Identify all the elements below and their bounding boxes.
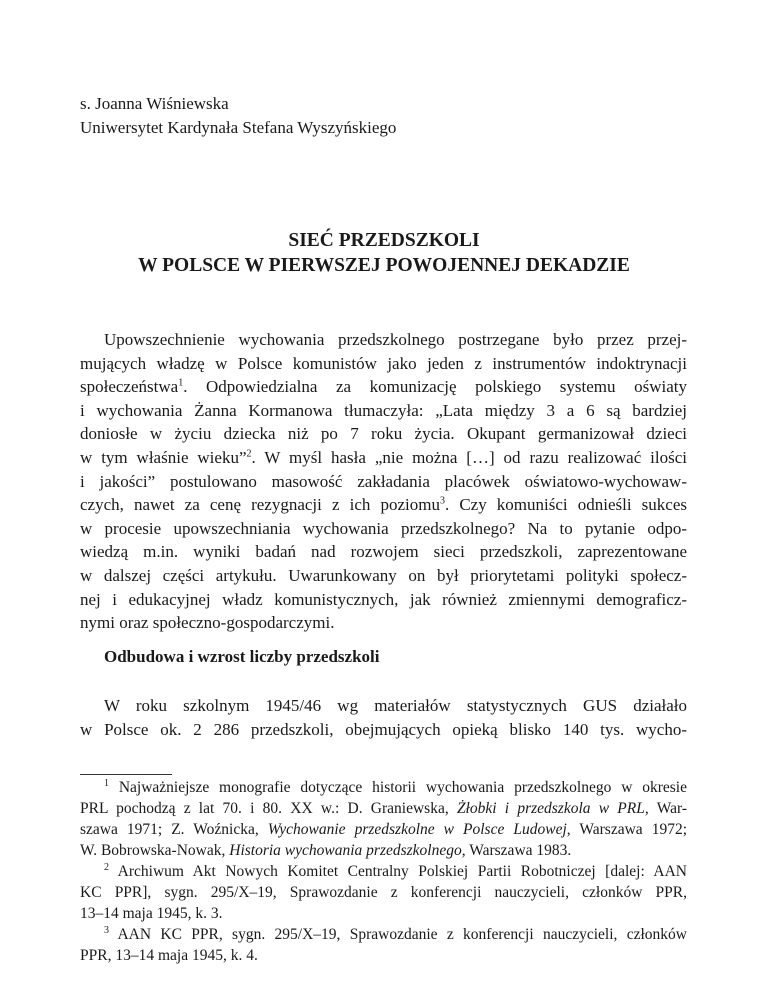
- footnote-ref-3[interactable]: 3: [439, 495, 445, 507]
- paragraph-line: wiedzą m.in. wyniki badań nad rozwojem sieci przedszkoli, zaprezentowane: [80, 542, 687, 562]
- paragraph-line: i jakości” postulowano masowość zakładania placówek oświatowo-wychowaw-: [80, 471, 687, 491]
- section-heading: Odbudowa i wzrost liczby przedszkoli: [104, 647, 380, 666]
- paragraph-line: i wychowania Żanna Kormanowa tłumaczyła: „Lata między 3 a 6 są bardziej: [80, 400, 687, 420]
- paragraph-line: nymi oraz społeczno-gospodarczymi.: [80, 613, 335, 633]
- section-paragraph: [80, 694, 687, 741]
- paragraph-line: społeczeństwa$^1$. Odpowiedzialna za komunizację polskiego systemu oświaty: [80, 377, 687, 397]
- footnote-line: W. Bobrowska-Nowak, Historia wychowania przedszkolnego, Warszawa 1983.: [80, 842, 572, 859]
- article-title: [60, 228, 708, 278]
- footnote-2: $^2$ Archiwum Akt Nowych Komitet Centralny Polskiej Partii Robotniczej [dalej: AAN: [104, 861, 687, 880]
- footnote-ref-2[interactable]: 2: [246, 448, 252, 460]
- paragraph-line: doniosłe w życiu dziecka niż po 7 roku życia. Okupant germanizował dzieci: [80, 424, 687, 444]
- footnote-line: KC PPR], sygn. 295/X–19, Sprawozdanie z konferencji nauczycieli, członków PPR,: [80, 884, 687, 901]
- paragraph-line: mujących władzę w Polsce komunistów jako jeden z instrumentów indoktrynacji: [80, 353, 687, 373]
- footnote-line: 13–14 maja 1945, k. 3.: [80, 905, 223, 922]
- footnote-number: 2: [104, 861, 109, 873]
- title-line-2: W POLSCE W PIERWSZEJ POWOJENNEJ DEKADZIE: [138, 255, 630, 276]
- author-affiliation: Uniwersytet Kardynała Stefana Wyszyńskiego: [80, 118, 397, 137]
- footnotes: [80, 777, 687, 966]
- paragraph-line: W roku szkolnym 1945/46 wg materiałów statystycznych GUS działało: [104, 696, 687, 715]
- intro-paragraph: [80, 328, 687, 635]
- paragraph-line: czych, nawet za cenę rezygnacji z ich poziomu$^3$. Czy komuniści odnieśli sukces: [80, 495, 687, 515]
- footnote-number: 3: [104, 924, 109, 936]
- paragraph-line: nej i edukacyjnej władz komunistycznych, jak również zmiennymi demograficz-: [80, 589, 687, 609]
- footnote-line: PRL pochodzą z lat 70. i 80. XX w.: D. Graniewska, Żłobki i przedszkola w PRL, War-: [80, 800, 687, 817]
- paragraph-line: Upowszechnienie wychowania przedszkolnego postrzegane było przez przej-: [104, 330, 687, 349]
- footnote-separator: [80, 774, 172, 775]
- author-block: [80, 92, 396, 140]
- title-line-1: SIEĆ PRZEDSZKOLI: [288, 230, 480, 251]
- footnote-number: 1: [104, 777, 109, 789]
- author-name: s. Joanna Wiśniewska: [80, 94, 229, 113]
- footnote-line: PPR, 13–14 maja 1945, k. 4.: [80, 947, 258, 964]
- paragraph-line: w tym właśnie wieku”$^2$. W myśl hasła „nie można […] od razu realizować ilości: [80, 447, 687, 467]
- paragraph-line: w dalszej części artykułu. Uwarunkowany on był priorytetami polityki społecz-: [80, 565, 687, 585]
- footnote-3: $^3$ AAN KC PPR, sygn. 295/X–19, Sprawozdanie z konferencji nauczycieli, członków: [104, 924, 687, 943]
- footnote-1: $^1$ Najważniejsze monografie dotyczące historii wychowania przedszkolnego w okresie: [104, 777, 687, 796]
- footnote-ref-1[interactable]: 1: [178, 377, 184, 389]
- paragraph-line: w procesie upowszechniania wychowania przedszkolnego? Na to pytanie odpo-: [80, 518, 687, 538]
- footnote-line: szawa 1971; Z. Woźnicka, Wychowanie przedszkolne w Polsce Ludowej, Warszawa 1972;: [80, 821, 687, 838]
- paragraph-line: w Polsce ok. 2 286 przedszkoli, obejmujących opieką blisko 140 tys. wycho-: [80, 719, 687, 739]
